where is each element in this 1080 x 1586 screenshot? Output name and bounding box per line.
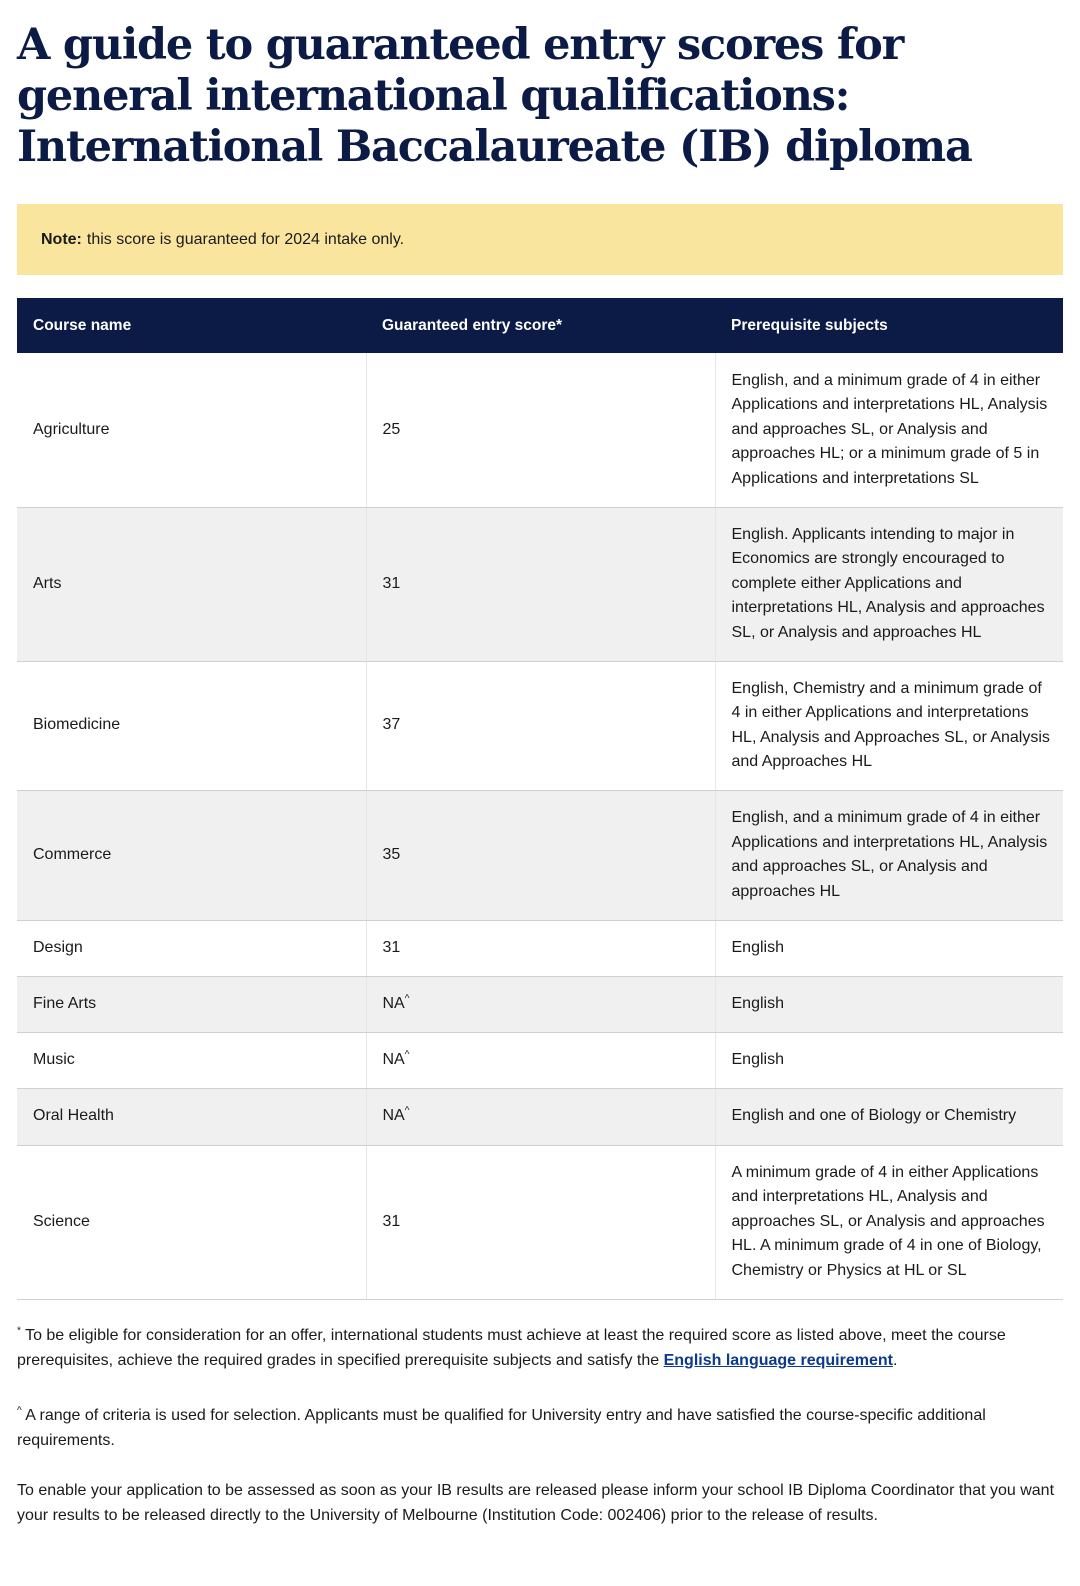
entry-score: 31 [382,574,401,592]
note-banner [17,204,1063,275]
course-name-cell: Arts [17,507,366,661]
footnote-mark: * [17,1325,21,1337]
course-name-cell: Biomedicine [17,661,366,790]
course-name-cell: Science [17,1145,366,1299]
page-title: A guide to guaranteed entry scores for general international qualifications: International Baccalaureate (IB) diploma [17,20,972,172]
table-header-row [17,298,1063,353]
table-row [17,507,1063,661]
entry-score: NA [382,1107,405,1125]
table-row [17,661,1063,790]
prerequisite-cell: English. Applicants intending to major in Economics are strongly encouraged to complete either Applications and interpretations HL, Analysis and approaches SL, or Analysis and approaches HL [715,507,1063,661]
page-content [17,0,1063,1524]
entry-score: 31 [382,1212,401,1230]
note-label: Note: [41,230,82,248]
entry-score: NA [382,1050,405,1068]
footnote-period: . [892,1351,898,1369]
entry-score: NA [382,994,405,1012]
prerequisite-cell: English [715,976,1063,1032]
score-footnote-mark: ^ [404,993,410,1005]
header-course-name: Course name [17,298,366,353]
course-name-cell: Fine Arts [17,976,366,1032]
table-row [17,353,1063,507]
english-language-requirement-link[interactable]: English language requirement [663,1351,893,1369]
prerequisite-cell: English, Chemistry and a minimum grade of 4 in either Applications and interpretations HL, Analysis and Approaches SL, or Analysis and Approaches HL [715,661,1063,790]
score-footnote-mark: ^ [404,1105,410,1117]
footnote-text: To be eligible for consideration for an offer, international students must achieve at least the required score as listed above, meet the course prerequisites, achieve the required grades in specified prerequisite subjects and satisfy the [17,1327,1006,1369]
table-row [17,976,1063,1032]
table-row [17,1032,1063,1088]
entry-score-cell [366,790,715,920]
prerequisite-cell: English, and a minimum grade of 4 in either Applications and interpretations HL, Analysis and approaches SL, or Analysis and approaches HL [715,790,1063,920]
course-name-cell: Oral Health [17,1088,366,1145]
course-name-cell: Music [17,1032,366,1088]
entry-score: 35 [382,845,401,863]
prerequisite-cell: English, and a minimum grade of 4 in either Applications and interpretations HL, Analysis and approaches SL, or Analysis and approaches HL; or a minimum grade of 5 in Applications and interpretations SL [715,353,1063,507]
prerequisite-cell: English [715,920,1063,976]
table-row [17,920,1063,976]
entry-score: 37 [382,716,401,734]
footnote-text: A range of criteria is used for selection. Applicants must be qualified for University entry and have satisfied the course-specific additional requirements. [17,1407,986,1449]
entry-score-cell [366,1032,715,1088]
prerequisite-cell: A minimum grade of 4 in either Applications and interpretations HL, Analysis and approaches SL, or Analysis and approaches HL. A minimum grade of 4 in one of Biology, Chemistry or Physics at HL or SL [715,1145,1063,1299]
entry-score-cell [366,920,715,976]
header-prerequisites: Prerequisite subjects [715,298,1063,353]
table-row [17,1088,1063,1145]
entry-score: 31 [382,938,401,956]
footnote-asterisk [17,1324,1063,1373]
header-entry-score: Guaranteed entry score* [366,298,715,353]
entry-score-cell [366,1145,715,1299]
entry-score-cell [366,1088,715,1145]
table-row [17,1145,1063,1299]
table-row [17,790,1063,920]
entry-score-cell [366,976,715,1032]
prerequisite-cell: English [715,1032,1063,1088]
entry-score: 25 [382,420,401,438]
entry-scores-table [17,298,1063,1300]
entry-score-cell [366,507,715,661]
entry-score-cell [366,661,715,790]
score-footnote-mark: ^ [404,1049,410,1061]
course-name-cell: Design [17,920,366,976]
footnote-caret [17,1404,1063,1453]
ib-results-instructions: To enable your application to be assessed as soon as your IB results are released please inform your school IB Diploma Coordinator that you want your results to be released directly to the University of Melbourne (Institution Code: 002406) prior to the release of results. [17,1482,1055,1524]
entry-score-cell [366,353,715,507]
course-name-cell: Commerce [17,790,366,920]
footnote-mark: ^ [17,1405,22,1417]
prerequisite-cell: English and one of Biology or Chemistry [715,1088,1063,1145]
note-text: this score is guaranteed for 2024 intake only. [86,230,405,248]
course-name-cell: Agriculture [17,353,366,507]
